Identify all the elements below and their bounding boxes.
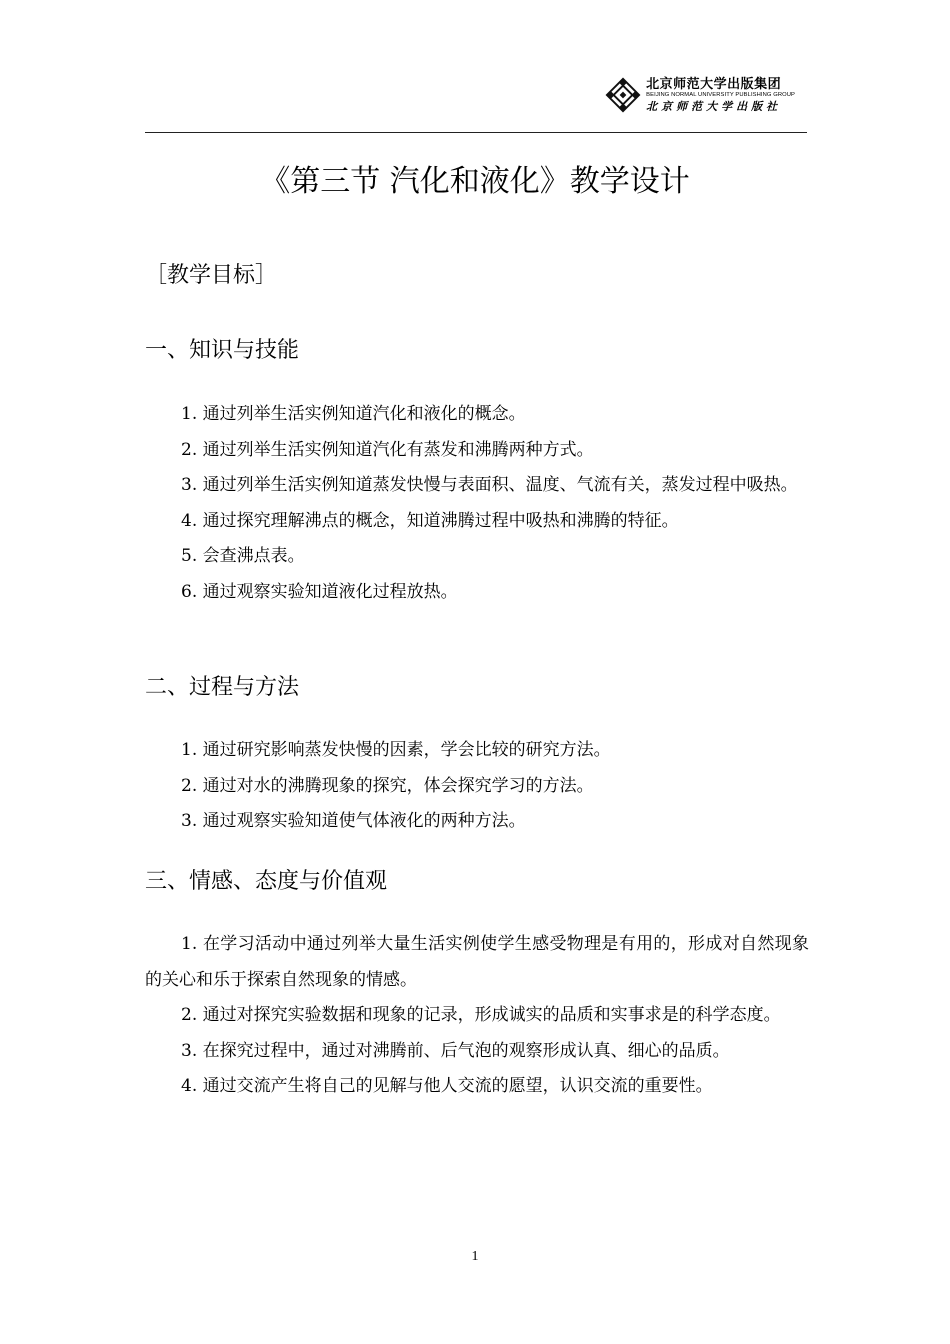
list-item: 3. 在探究过程中，通过对沸腾前、后气泡的观察形成认真、细心的品质。 (181, 1040, 730, 1061)
document-title: 《第三节 汽化和液化》教学设计 (260, 164, 690, 199)
logo-english-name: BEIJING NORMAL UNIVERSITY PUBLISHING GROUP (646, 92, 795, 99)
list-item: 1. 在学习活动中通过列举大量生活实例使学生感受物理是有用的，形成对自然现象的关心和乐于探索自然现象的情感。 (145, 934, 809, 990)
section-heading-process: 二、过程与方法 (145, 675, 300, 700)
list-item: 1. 通过研究影响蒸发快慢的因素，学会比较的研究方法。 (181, 740, 611, 760)
list-item: 1. 通过列举生活实例知道汽化和液化的概念。 (181, 404, 526, 424)
list-item: 3. 通过列举生活实例知道蒸发快慢与表面积、温度、气流有关，蒸发过程中吸热。 (181, 475, 798, 496)
publisher-logo (604, 76, 795, 114)
logo-publisher-name: 北京师范大学出版社 (646, 99, 782, 113)
logo-chinese-name: 北京师范大学出版集团 (646, 77, 782, 93)
list-item: 2. 通过列举生活实例知道汽化有蒸发和沸腾两种方式。 (181, 439, 594, 460)
list-item: 2. 通过对水的沸腾现象的探究，体会探究学习的方法。 (181, 775, 594, 796)
list-item: 5. 会查沸点表。 (181, 546, 305, 567)
section-heading-knowledge: 一、知识与技能 (145, 338, 300, 363)
list-item: 3. 通过观察实验知道使气体液化的两种方法。 (181, 811, 526, 832)
bnu-publishing-logo-icon (604, 76, 642, 114)
values-list (145, 927, 809, 1105)
process-methods-list (145, 733, 809, 840)
list-item: 2. 通过对探究实验数据和现象的记录，形成诚实的品质和实事求是的科学态度。 (181, 1005, 781, 1026)
list-item: 4. 通过交流产生将自己的见解与他人交流的愿望，认识交流的重要性。 (181, 1076, 713, 1097)
list-item: 6. 通过观察实验知道液化过程放热。 (181, 581, 458, 602)
knowledge-skills-list (145, 397, 809, 611)
list-item: 4. 通过探究理解沸点的概念，知道沸腾过程中吸热和沸腾的特征。 (181, 510, 679, 531)
page-header (145, 70, 807, 133)
teaching-objectives-label: ［教学目标］ (145, 263, 278, 288)
logo-text-block (646, 78, 795, 112)
section-heading-values: 三、情感、态度与价值观 (145, 869, 388, 894)
page-number: 1 (471, 1249, 479, 1264)
